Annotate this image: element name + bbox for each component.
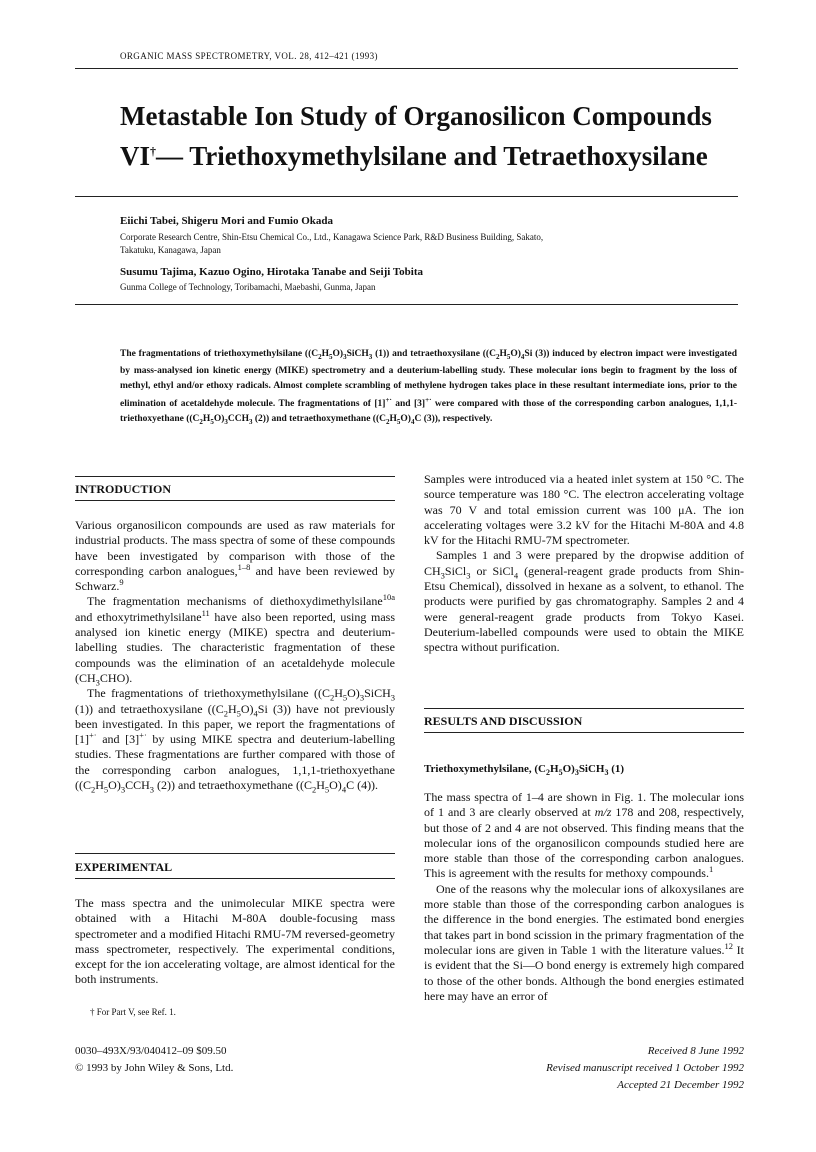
header-rule <box>75 68 738 69</box>
article-title <box>120 96 760 176</box>
affiliation-1: Corporate Research Centre, Shin-Etsu Chemical Co., Ltd., Kanagawa Science Park, R&D Business Building, Sakato, Takatuku, Kanagawa, Japan <box>120 232 544 255</box>
right-column-top-text <box>424 472 744 656</box>
results-rule-top <box>424 708 744 709</box>
experimental-rule-bottom <box>75 878 395 879</box>
title-line-1: Metastable Ion Study of Organosilicon Compounds <box>120 101 712 131</box>
right-paragraph-2: Samples 1 and 3 were prepared by the dropwise addition of $CH_3SiCl_3$ or SiCl$_4$ (general-reagent grade products from Shin-Etsu Chemical), dissolved in hexane as a solvent, to ethanol. The products were purified by gas chromatography. Samples 2 and 4 were general-reagent grade products from Tokyo Kasei. Deuterium-labelled compounds were used to obtain the MIKE spectra without purification. <box>424 548 745 655</box>
journal-header: ORGANIC MASS SPECTROMETRY, VOL. 28, 412–421 (1993) <box>120 51 378 61</box>
results-paragraph-1: The mass spectra of 1–4 are shown in Fig. 1. The molecular ions of 1 and 3 are clearly observed at m/z 178 and 208, respectively, but those of 2 and 4 are not observed. This finding means that the molecular ions of the organosilicon compounds studied here are more stable than those of the corresponding carbon analogues. This is agreement with the results for methoxy compounds.$^1$ <box>424 790 744 881</box>
received-date: Received 8 June 1992 <box>647 1045 744 1057</box>
experimental-paragraph-1: The mass spectra and the unimolecular MIKE spectra were obtained with a Hitachi M-80A double-focusing mass spectrometer and a modified Hitachi RMU-7M reversed-geometry mass spectrometer, respectively. The experimental conditions, except for the ion accelerating voltage, are almost identical for the both instruments. <box>75 896 395 987</box>
title-rule <box>75 196 738 197</box>
accepted-date: Accepted 21 December 1992 <box>617 1079 744 1091</box>
abstract: The fragmentations of triethoxymethylsilane ($(C_2H_5O)_3SiCH_3$ (1)) and tetraethoxysilane ($(C_2H_5O)_4Si$ (3)) induced by electron impact were investigated by mass-analysed ion kinetic energy (MIKE) spectrometry and a deuterium-labelling study. These molecular ions begin to fragment by the loss of methyl, ethyl and/or ethoxy radicals. Almost complete scrambling of methylene hydrogen takes place in these resultant intermediate ions, prior to the elimination of acetaldehyde molecule. The fragmentations of [1]+· and [3]+· were compared with those of the corresponding carbon analogues, 1,1,1-triethoxyethane ($(C_2H_5O)_3CCH_3$ (2)) and tetraethoxymethane ($(C_2H_5O)_4C$ (3)), respectively. <box>120 349 737 426</box>
author-group-2: Susumu Tajima, Kazuo Ogino, Hirotaka Tanabe and Seiji Tobita <box>120 266 424 278</box>
section-heading-introduction: INTRODUCTION <box>75 482 172 496</box>
received-dates <box>546 1043 744 1094</box>
intro-paragraph-2: The fragmentation mechanisms of diethoxydimethylsilane$^{10a}$ and ethoxytrimethylsilane$^{11}$ have also been reported, using mass analysed ion kinetic energy (MIKE) spectra and deuterium-labelling studies. The characteristic fragmentation of these compounds was the elimination of an acetaldehyde molecule $(CH_3CHO)$. <box>75 592 395 688</box>
section-heading-results: RESULTS AND DISCUSSION <box>424 714 583 728</box>
intro-rule-bottom <box>75 500 395 501</box>
footnote: † For Part V, see Ref. 1. <box>90 1007 176 1017</box>
intro-paragraph-3: The fragmentations of triethoxymethylsilane ($(C_2H_5O)_3SiCH_3$ (1)) and tetraethoxysilane ($(C_2H_5O)_4Si$ (3)) have not previously been investigated. In this paper, we report the fragmentations of [1]+· and [3]+· by using MIKE spectra and deuterium-labelling studies. These fragmentations are further compared with those of the corresponding carbon analogues, 1,1,1-triethoxyethane ($(C_2H_5O)_3CCH_3$ (2)) and tetraethoxymethane ($(C_2H_5O)_4C$ (4)). <box>75 686 395 795</box>
article-code: 0030–493X/93/040412–09 $09.50 <box>75 1045 227 1057</box>
experimental-rule-top <box>75 853 395 854</box>
revised-date: Revised manuscript received 1 October 1992 <box>546 1062 744 1074</box>
copyright-block <box>75 1043 233 1077</box>
intro-rule-top <box>75 476 395 477</box>
authors-rule <box>75 304 738 305</box>
title-line-2: VI†— Triethoxymethylsilane and Tetraethoxysilane <box>120 141 708 171</box>
section-heading-experimental: EXPERIMENTAL <box>75 860 173 874</box>
intro-text <box>75 518 395 793</box>
affiliation-2: Gunma College of Technology, Toribamachi, Maebashi, Gunma, Japan <box>120 282 376 292</box>
right-paragraph-1: Samples were introduced via a heated inlet system at 150 °C. The source temperature was 180 °C. The electron accelerating voltage was 70 V and total emission current was 100 μA. The ion accelerating voltages were 3.2 kV for the Hitachi M-80A and 4.8 kV for the Hitachi RMU-7M spectrometer. <box>424 472 744 548</box>
copyright-line: © 1993 by John Wiley & Sons, Ltd. <box>75 1062 234 1074</box>
results-text <box>424 790 744 1004</box>
results-paragraph-2: One of the reasons why the molecular ions of alkoxysilanes are more stable than those of the corresponding carbon analogues is the difference in the bond energies. The estimated bond energies that takes part in bond scission in the primary fragmentation of the molecular ions are given in Table 1 with the literature values.$^{12}$ It is evident that the Si—O bond energy is extremely high compared to those of the other bonds. Although the bond energies estimated here may have an error of <box>424 881 744 1003</box>
author-group-1: Eiichi Tabei, Shigeru Mori and Fumio Okada <box>120 215 334 227</box>
subsection-heading-triethoxymethylsilane: Triethoxymethylsilane, $(C_2H_5O)_3SiCH_3$ (1) <box>424 763 625 778</box>
intro-paragraph-1: Various organosilicon compounds are used as raw materials for industrial products. The mass spectra of some of these compounds have been investigated by comparison with those of the corresponding carbon analogues,$^{1-8}$ and have been reviewed by Schwarz.$^9$ <box>75 518 395 594</box>
experimental-text <box>75 896 395 988</box>
results-rule-bottom <box>424 732 744 733</box>
